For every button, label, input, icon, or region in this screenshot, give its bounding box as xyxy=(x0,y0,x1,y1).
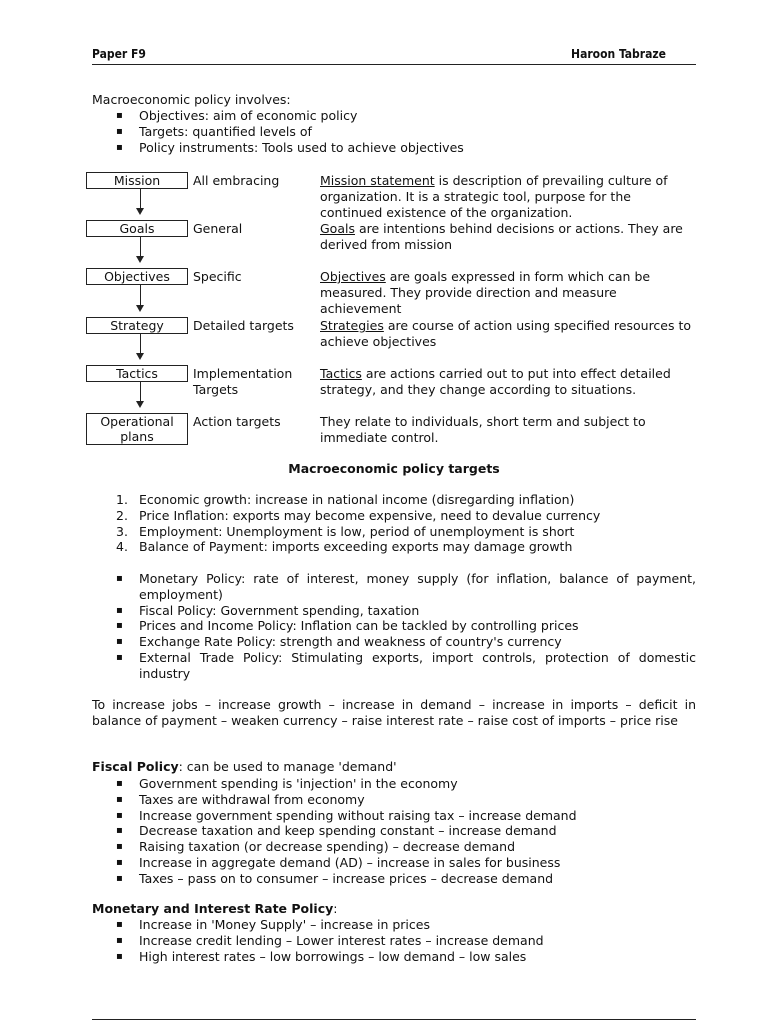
list-item: ▪ Decrease taxation and keep spending constant – increase demand xyxy=(92,823,696,839)
category-tactics: Implementation Targets xyxy=(193,366,293,397)
fiscal-heading xyxy=(92,759,397,775)
list-item: ▪ Prices and Income Policy: Inflation can be tackled by controlling prices xyxy=(92,618,696,634)
box-operational-plans: Operational plans xyxy=(86,413,188,445)
term-strategies: Strategies xyxy=(320,318,384,333)
desc-goals xyxy=(320,221,695,253)
desc-tactics xyxy=(320,366,695,398)
desc-text: are goals expressed in form which can be measured. They provide direction and measure achievement xyxy=(320,269,651,316)
term-goals: Goals xyxy=(320,221,355,236)
category-objectives: Specific xyxy=(193,269,242,284)
list-item: 1. Economic growth: increase in national income (disregarding inflation) xyxy=(116,492,575,507)
list-item: ▪ Increase in aggregate demand (AD) – increase in sales for business xyxy=(92,855,696,871)
term-objectives: Objectives xyxy=(320,269,386,284)
fiscal-bullets xyxy=(92,776,696,887)
list-item: ▪ Objectives: aim of economic policy xyxy=(92,108,696,124)
list-item: ▪ Monetary Policy: rate of interest, money supply (for inflation, balance of payment, employment) xyxy=(92,571,696,603)
monetary-title: Monetary and Interest Rate Policy xyxy=(92,901,334,916)
list-item: 4. Balance of Payment: imports exceeding exports may damage growth xyxy=(116,539,573,555)
list-item: ▪ Taxes are withdrawal from economy xyxy=(92,792,696,808)
list-item: ▪ Increase in 'Money Supply' – increase in prices xyxy=(92,917,696,933)
monetary-heading xyxy=(92,901,338,917)
desc-text: They relate to individuals, short term and subject to immediate control. xyxy=(320,414,646,445)
category-strategy: Detailed targets xyxy=(193,318,294,333)
list-item: 3. Employment: Unemployment is low, period of unemployment is short xyxy=(116,523,575,539)
list-item: ▪ Increase government spending without raising tax – increase demand xyxy=(92,808,696,824)
page-header xyxy=(92,44,696,65)
desc-strategy xyxy=(320,318,695,350)
fiscal-subtitle: : can be used to manage 'demand' xyxy=(178,759,397,774)
list-item: ▪ Taxes – pass on to consumer – increase prices – decrease demand xyxy=(92,871,696,887)
list-item: 2. Price Inflation: exports may become expensive, need to devalue currency xyxy=(116,507,601,523)
list-item: ▪ External Trade Policy: Stimulating exports, import controls, protection of domestic industry xyxy=(92,650,696,682)
category-goals: General xyxy=(193,221,243,236)
monetary-suffix: : xyxy=(333,901,338,916)
box-strategy: Strategy xyxy=(86,317,188,334)
box-mission: Mission xyxy=(86,172,188,189)
chain-paragraph: To increase jobs – increase growth – increase in demand – increase in imports – deficit in balance of payment – weaken currency – raise interest rate – raise cost of imports – price rise xyxy=(92,697,696,728)
header-author: Haroon Tabraze xyxy=(571,47,666,61)
category-mission: All embracing xyxy=(193,173,280,188)
list-item: ▪ Exchange Rate Policy: strength and weakness of country's currency xyxy=(92,634,696,650)
footer-divider xyxy=(92,1019,696,1020)
desc-mission xyxy=(320,173,695,221)
desc-text: are intentions behind decisions or actions. They are derived from mission xyxy=(320,221,683,252)
box-tactics: Tactics xyxy=(86,365,188,382)
list-item: ▪ Targets: quantified levels of xyxy=(92,124,696,140)
list-item-text: Employment: Unemployment is low, period of unemployment is short xyxy=(139,523,575,539)
intro-lead: Macroeconomic policy involves: xyxy=(92,92,291,107)
monetary-bullets xyxy=(92,917,696,964)
desc-operational xyxy=(320,414,695,446)
intro-bullets xyxy=(92,108,696,155)
desc-text: is description of prevailing culture of organization. It is a strategic tool, purpose for the continued existence of the organization. xyxy=(320,173,668,220)
desc-objectives xyxy=(320,269,695,317)
list-item-text: Balance of Payment: imports exceeding exports may damage growth xyxy=(139,539,573,555)
list-item: ▪ Policy instruments: Tools used to achieve objectives xyxy=(92,140,696,156)
list-item-text: Price Inflation: exports may become expensive, need to devalue currency xyxy=(139,507,601,523)
list-item: ▪ High interest rates – low borrowings – low demand – low sales xyxy=(92,949,696,965)
category-operational: Action targets xyxy=(193,414,281,429)
term-tactics: Tactics xyxy=(320,366,362,381)
fiscal-title: Fiscal Policy xyxy=(92,759,179,774)
box-objectives: Objectives xyxy=(86,268,188,285)
list-item: ▪ Increase credit lending – Lower interest rates – increase demand xyxy=(92,933,696,949)
desc-text: are actions carried out to put into effect detailed strategy, and they change according to situations. xyxy=(320,366,671,397)
list-item: ▪ Government spending is 'injection' in the economy xyxy=(92,776,696,792)
header-paper: Paper F9 xyxy=(92,47,146,61)
list-item: ▪ Fiscal Policy: Government spending, taxation xyxy=(92,603,696,619)
list-item-text: Economic growth: increase in national income (disregarding inflation) xyxy=(139,492,575,507)
targets-numbered-list xyxy=(92,492,696,555)
term-mission: Mission statement xyxy=(320,173,435,188)
policies-list xyxy=(92,571,696,682)
box-goals: Goals xyxy=(86,220,188,237)
section-heading-targets: Macroeconomic policy targets xyxy=(288,461,500,476)
desc-text: are course of action using specified resources to achieve objectives xyxy=(320,318,692,349)
list-item: ▪ Raising taxation (or decrease spending) – decrease demand xyxy=(92,839,696,855)
